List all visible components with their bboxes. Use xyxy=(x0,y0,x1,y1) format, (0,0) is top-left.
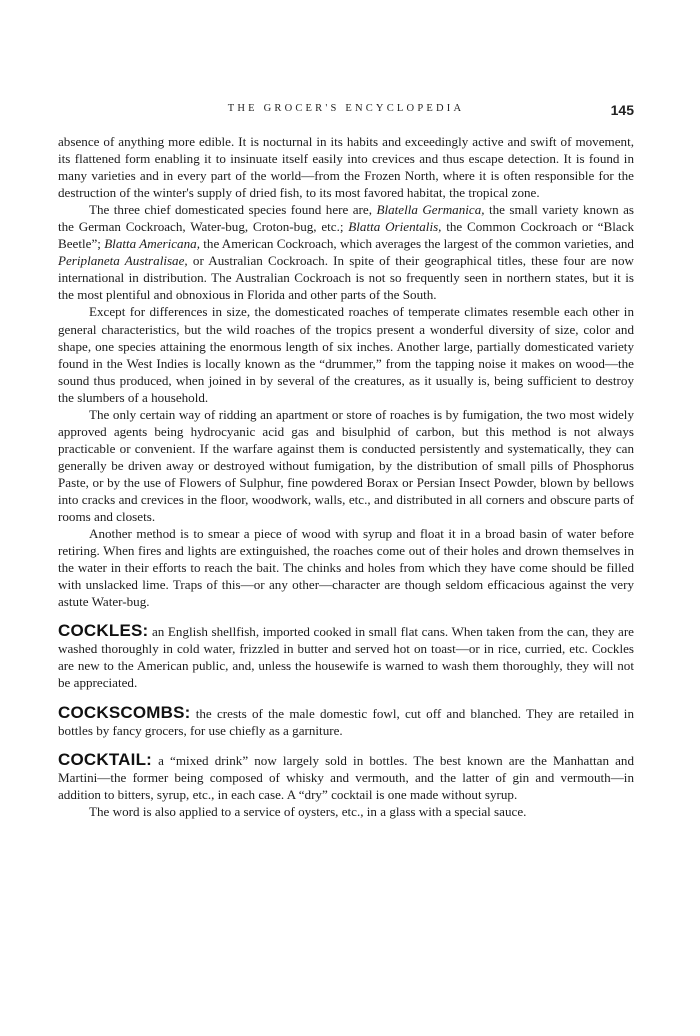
entry-definition: a “mixed drink” now largely sold in bottles. The best known are the Manhattan and Martini—the former being composed of whisky and vermouth, and the latter of gin and vermouth—in addition to bitters, syrup, etc., in each case. A “dry” cocktail is one made without syrup. xyxy=(58,752,634,802)
body-paragraph xyxy=(58,201,634,303)
page-number: 145 xyxy=(610,102,634,118)
entry-cocktail xyxy=(58,751,634,820)
text-run: absence of anything more edible. It is nocturnal in its habits and exceedingly active and swift of movement, its flattened form enabling it to insinuate itself easily into crevices and thus escape detection. It is found in many varieties and in every part of the world—from the Frozen North, where it is often responsible for the destruction of the winter's supply of dried fish, to its most favored habitat, the tropical zone. xyxy=(58,134,634,201)
entry-paragraph xyxy=(58,704,634,739)
entry-paragraph xyxy=(58,751,634,803)
headword-cocktail: COCKTAIL: xyxy=(58,749,153,769)
entry-paragraph xyxy=(58,622,634,691)
headword-cockles: COCKLES: xyxy=(58,621,149,641)
species-name: Blatella Germanica, xyxy=(376,202,485,218)
body-paragraph xyxy=(58,133,634,201)
text-run: Another method is to smear a piece of wood with syrup and float it in a broad basin of water before retiring. When fires and lights are extinguished, the roaches come out of their holes and drown themselves in the water in their efforts to reach the bait. The chinks and holes from which they have come should be filled with unslacked lime. Traps of this—or any other—character are though seldom efficacious against the very astute Water-bug. xyxy=(58,526,634,610)
running-title: THE GROCER'S ENCYCLOPEDIA xyxy=(227,103,465,114)
text-run: or Australian Cockroach. In spite of their geographical titles, these four are now international in distribution. The Australian Cockroach is not so frequently seen in northern states, but it is the most plentiful and obnoxious in Florida and other parts of the South. xyxy=(58,253,634,303)
body-paragraph xyxy=(58,303,634,405)
text-run: The three chief domesticated species found here are, xyxy=(89,202,377,218)
entry-cockles xyxy=(58,622,634,691)
text-run: the American Cockroach, which averages the largest of the common varieties, and xyxy=(199,236,634,252)
running-head xyxy=(58,103,634,119)
headword-cockscombs: COCKSCOMBS: xyxy=(58,702,191,722)
body-paragraph xyxy=(58,525,634,610)
body-paragraph xyxy=(58,406,634,525)
text-run: The only certain way of ridding an apartment or store of roaches is by fumigation, the two most widely approved agents being hydrocyanic acid gas and bisulphid of carbon, but this method is not always practicable or convenient. If the warfare against them is conducted persistently and systematically, they can generally be driven away or destroyed without fumigation, by the distribution of small pills of Phosphorus Paste, or by the use of Flowers of Sulphur, fine powdered Borax or Persian Insect Powder, blown by bellows into cracks and crevices in the floor, woodwork, walls, etc., and distributed in all corners and obscure parts of rooms and closets. xyxy=(58,406,634,525)
text-run: the Common Cockroach or “Black Beetle”; xyxy=(58,219,635,252)
entry-definition: the crests of the male domestic fowl, cut off and blanched. They are retailed in bottles by fancy grocers, for use chiefly as a garniture. xyxy=(58,705,634,738)
cockroach-continuation xyxy=(58,133,634,610)
species-name: Periplaneta Australisae, xyxy=(58,253,188,269)
entry-cockscombs xyxy=(58,704,634,739)
text-run: Except for differences in size, the domesticated roaches of temperate climates resemble each other in general characteristics, but the wild roaches of the tropics present a wonderful diversity of size, color and shape, one species attaining the enormous length of six inches. Another large, partially domesticated variety found in the West Indies is locally known as the “drummer,” from the tapping noise it makes on wood—the sound thus produced, when joined in by several of the creatures, as it usually is, being sufficient to destroy the slumbers of a household. xyxy=(58,304,634,405)
text-run: the small variety known as the German Cockroach, Water-bug, Croton-bug, etc.; xyxy=(58,202,634,235)
entry-definition: an English shellfish, imported cooked in small flat cans. When taken from the can, they are washed thoroughly in cold water, frizzled in butter and served hot on toast—or in rice, curried, etc. Cockles are new to the American public, and, unless the housewife is warned to wash them thoroughly, they will not be appreciated. xyxy=(58,624,634,691)
body-text xyxy=(58,133,634,820)
species-name: Blatta Orientalis, xyxy=(348,219,442,235)
entry-paragraph: The word is also applied to a service of oysters, etc., in a glass with a special sauce. xyxy=(89,803,527,819)
species-name: Blatta Americana, xyxy=(104,236,200,252)
